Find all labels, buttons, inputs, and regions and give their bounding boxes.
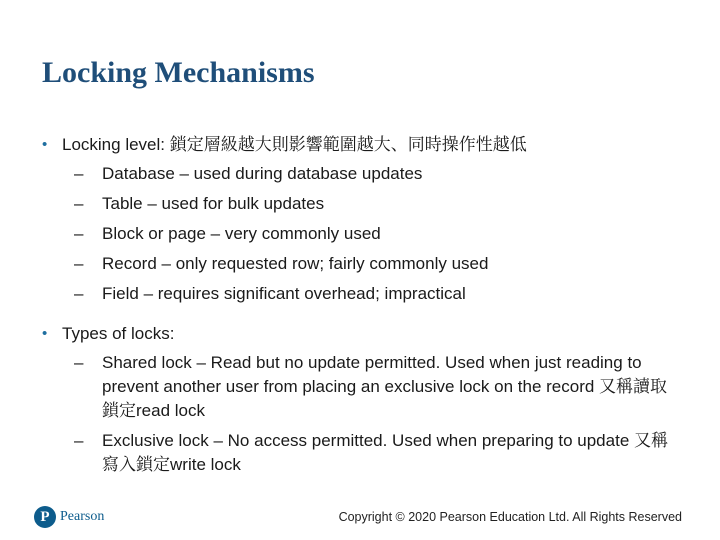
sub-bullet-item <box>42 429 682 477</box>
sub-bullet-item <box>42 162 682 186</box>
sub-bullet-text: Exclusive lock – No access permitted. Used when preparing to update 又稱寫入鎖定write lock <box>102 431 668 474</box>
bullet-text: Types of locks: <box>62 324 175 343</box>
pearson-logo <box>34 506 104 528</box>
bullet-dot-icon: • <box>42 325 48 342</box>
dash-marker: – <box>74 224 84 243</box>
pearson-logo-icon: P <box>34 506 56 528</box>
bullet-dot-icon: • <box>42 136 48 153</box>
sub-bullet-text: Shared lock – Read but no update permitted. Used when just reading to prevent another user from placing an exclusive lock on the record 又稱讀取鎖定read lock <box>102 353 668 420</box>
dash-marker: – <box>74 431 84 450</box>
sub-bullet-item <box>42 192 682 216</box>
sub-bullet-text: Field – requires significant overhead; impractical <box>102 284 466 303</box>
bullet-text: Locking level: 鎖定層級越大則影響範圍越大、同時操作性越低 <box>62 135 527 154</box>
sub-bullet-text: Record – only requested row; fairly commonly used <box>102 254 489 273</box>
sub-bullet-item <box>42 222 682 246</box>
sub-bullet-text: Block or page – very commonly used <box>102 224 381 243</box>
dash-marker: – <box>74 353 84 372</box>
pearson-wordmark: Pearson <box>60 509 105 524</box>
copyright-text: Copyright © 2020 Pearson Education Ltd. All Rights Reserved <box>338 510 682 524</box>
sub-bullet-text: Database – used during database updates <box>102 164 423 183</box>
sub-bullet-item <box>42 252 682 276</box>
dash-marker: – <box>74 194 84 213</box>
sub-bullet-item <box>42 351 682 423</box>
dash-marker: – <box>74 284 84 303</box>
bullet-item <box>42 323 682 345</box>
sub-bullet-text: Table – used for bulk updates <box>102 194 325 213</box>
sub-bullet-item <box>42 282 682 306</box>
bullet-item <box>42 134 682 156</box>
bullet-types-of-locks <box>42 323 682 477</box>
bullet-locking-level <box>42 134 682 306</box>
dash-marker: – <box>74 254 84 273</box>
dash-marker: – <box>74 164 84 183</box>
slide-title: Locking Mechanisms <box>42 56 315 89</box>
